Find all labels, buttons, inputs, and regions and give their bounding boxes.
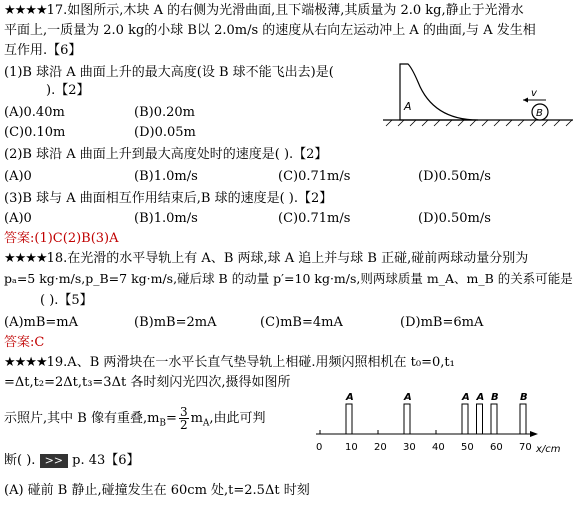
- fraction: $\frac{3}{2}$: [179, 405, 188, 432]
- axis-unit: x/cm: [536, 444, 561, 455]
- label-a: A: [404, 100, 412, 113]
- q17-sub2: (2)B 球沿 A 曲面上升到最大高度处时的速度是( ).【2】: [4, 147, 328, 162]
- slider-image: [462, 404, 468, 434]
- slider-image-label: A: [346, 392, 354, 403]
- q19-line2: =Δt,t₂=2Δt,t₃=3Δt 各时刻闪光四次,摄得如图所: [4, 375, 291, 390]
- slider-image-label: B: [491, 392, 499, 403]
- q17-sub3-opt-a: (A)0: [4, 211, 32, 226]
- difficulty-stars: ★★★★: [4, 355, 47, 370]
- q17-opt-a: (A)0.40m: [4, 105, 65, 120]
- q18-opt-b: (B)mB=2mA: [134, 315, 217, 330]
- slider-image-label: A: [404, 392, 412, 403]
- q18-line2: pₐ=5 kg·m/s,p_B=7 kg·m/s,碰后球 B 的动量 p′=10 kg·m/s,则两球质量 m_A、m_B 的关系可能是: [4, 271, 573, 286]
- q19-figure: [310, 384, 580, 458]
- q18-line1: ★★★★18.在光滑的水平导轨上有 A、B 两球,球 A 追上并与球 B 正碰,碰前两球动量分别为: [4, 251, 529, 266]
- axis-tick-label: 60: [490, 442, 503, 453]
- q17-sub2-opt-c: (C)0.71m/s: [278, 169, 351, 184]
- difficulty-stars: ★★★★: [4, 251, 47, 266]
- q19-opt-a: (A) 碰前 B 静止,碰撞发生在 60cm 处,t=2.5Δt 时刻: [4, 483, 310, 498]
- block-a: [400, 64, 478, 120]
- q17-opt-b: (B)0.20m: [134, 105, 195, 120]
- axis-arrowhead: [530, 431, 538, 437]
- slider-image: [520, 404, 526, 434]
- slider-image-label: A: [476, 392, 485, 403]
- q17-line3: 互作用.【6】: [4, 43, 82, 58]
- q17-sub3-opt-c: (C)0.71m/s: [278, 211, 351, 226]
- q17-line2: 平面上,一质量为 2.0 kg的小球 B以 2.0m/s 的速度从右向左运动冲上 A 的曲面,与 A 发生相: [4, 23, 536, 38]
- difficulty-stars: ★★★★: [4, 3, 47, 18]
- velocity-arrowhead: [523, 98, 528, 103]
- axis-tick-label: 30: [403, 442, 416, 453]
- q17-sub3-opt-d: (D)0.50m/s: [418, 211, 491, 226]
- slider-image-label: B: [520, 392, 528, 403]
- q19-line3: 示照片,其中 B 像有重叠$,m_B=$ $\frac{3}{2}$ $m_A$,由此可判: [4, 405, 266, 432]
- q17-sub2-opt-d: (D)0.50m/s: [418, 169, 491, 184]
- q17-sub2-opt-a: (A)0: [4, 169, 32, 184]
- q17-figure: [378, 62, 578, 132]
- q17-answer: 答案:(1)C(2)B(3)A: [4, 231, 119, 246]
- axis-tick-label: 70: [519, 442, 532, 453]
- q18-opt-a: (A)mB=mA: [4, 315, 79, 330]
- axis-tick-label: 10: [345, 442, 358, 453]
- q17-sub3: (3)B 球与 A 曲面相互作用结束后,B 球的速度是( ).【2】: [4, 191, 333, 206]
- q17-opt-c: (C)0.10m: [4, 125, 66, 140]
- q17-sub2-opt-b: (B)1.0m/s: [134, 169, 198, 184]
- slider-image: [477, 404, 483, 434]
- q19-line4: 断( ). >> p. 43【6】: [4, 453, 140, 468]
- q18-line3: ( ).【5】: [40, 293, 93, 308]
- axis-tick-label: 0: [316, 442, 323, 453]
- axis-tick-label: 50: [461, 442, 474, 453]
- page-link-arrow-icon[interactable]: >>: [40, 454, 68, 468]
- q19-line1: ★★★★19.A、B 两滑块在一水平长直气垫导轨上相碰.用频闪照相机在 t₀=0,t₁: [4, 355, 455, 370]
- slider-image-label: A: [462, 392, 470, 403]
- axis-tick-label: 40: [432, 442, 445, 453]
- axis-tick-label: 20: [374, 442, 387, 453]
- q17-sub3-opt-b: (B)1.0m/s: [134, 211, 198, 226]
- label-b: B: [536, 108, 543, 119]
- slider-images: [345, 392, 528, 434]
- q17-line1: ★★★★17.如图所示,木块 A 的右侧为光滑曲面,且下端极薄,其质量为 2.0 kg,静止于光滑水: [4, 3, 524, 18]
- q18-opt-c: (C)mB=4mA: [260, 315, 343, 330]
- q17-sub1-tail: ).【2】: [46, 83, 90, 98]
- q18-answer: 答案:C: [4, 335, 45, 350]
- slider-image: [404, 404, 410, 434]
- q17-sub1: (1)B 球沿 A 曲面上升的最大高度(设 B 球不能飞出去)是(: [4, 65, 334, 80]
- q18-opt-d: (D)mB=6mA: [400, 315, 484, 330]
- slider-image: [346, 404, 352, 434]
- q17-opt-d: (D)0.05m: [134, 125, 196, 140]
- label-v: v: [531, 88, 537, 99]
- ground-hatch: [386, 120, 572, 126]
- slider-image: [491, 404, 497, 434]
